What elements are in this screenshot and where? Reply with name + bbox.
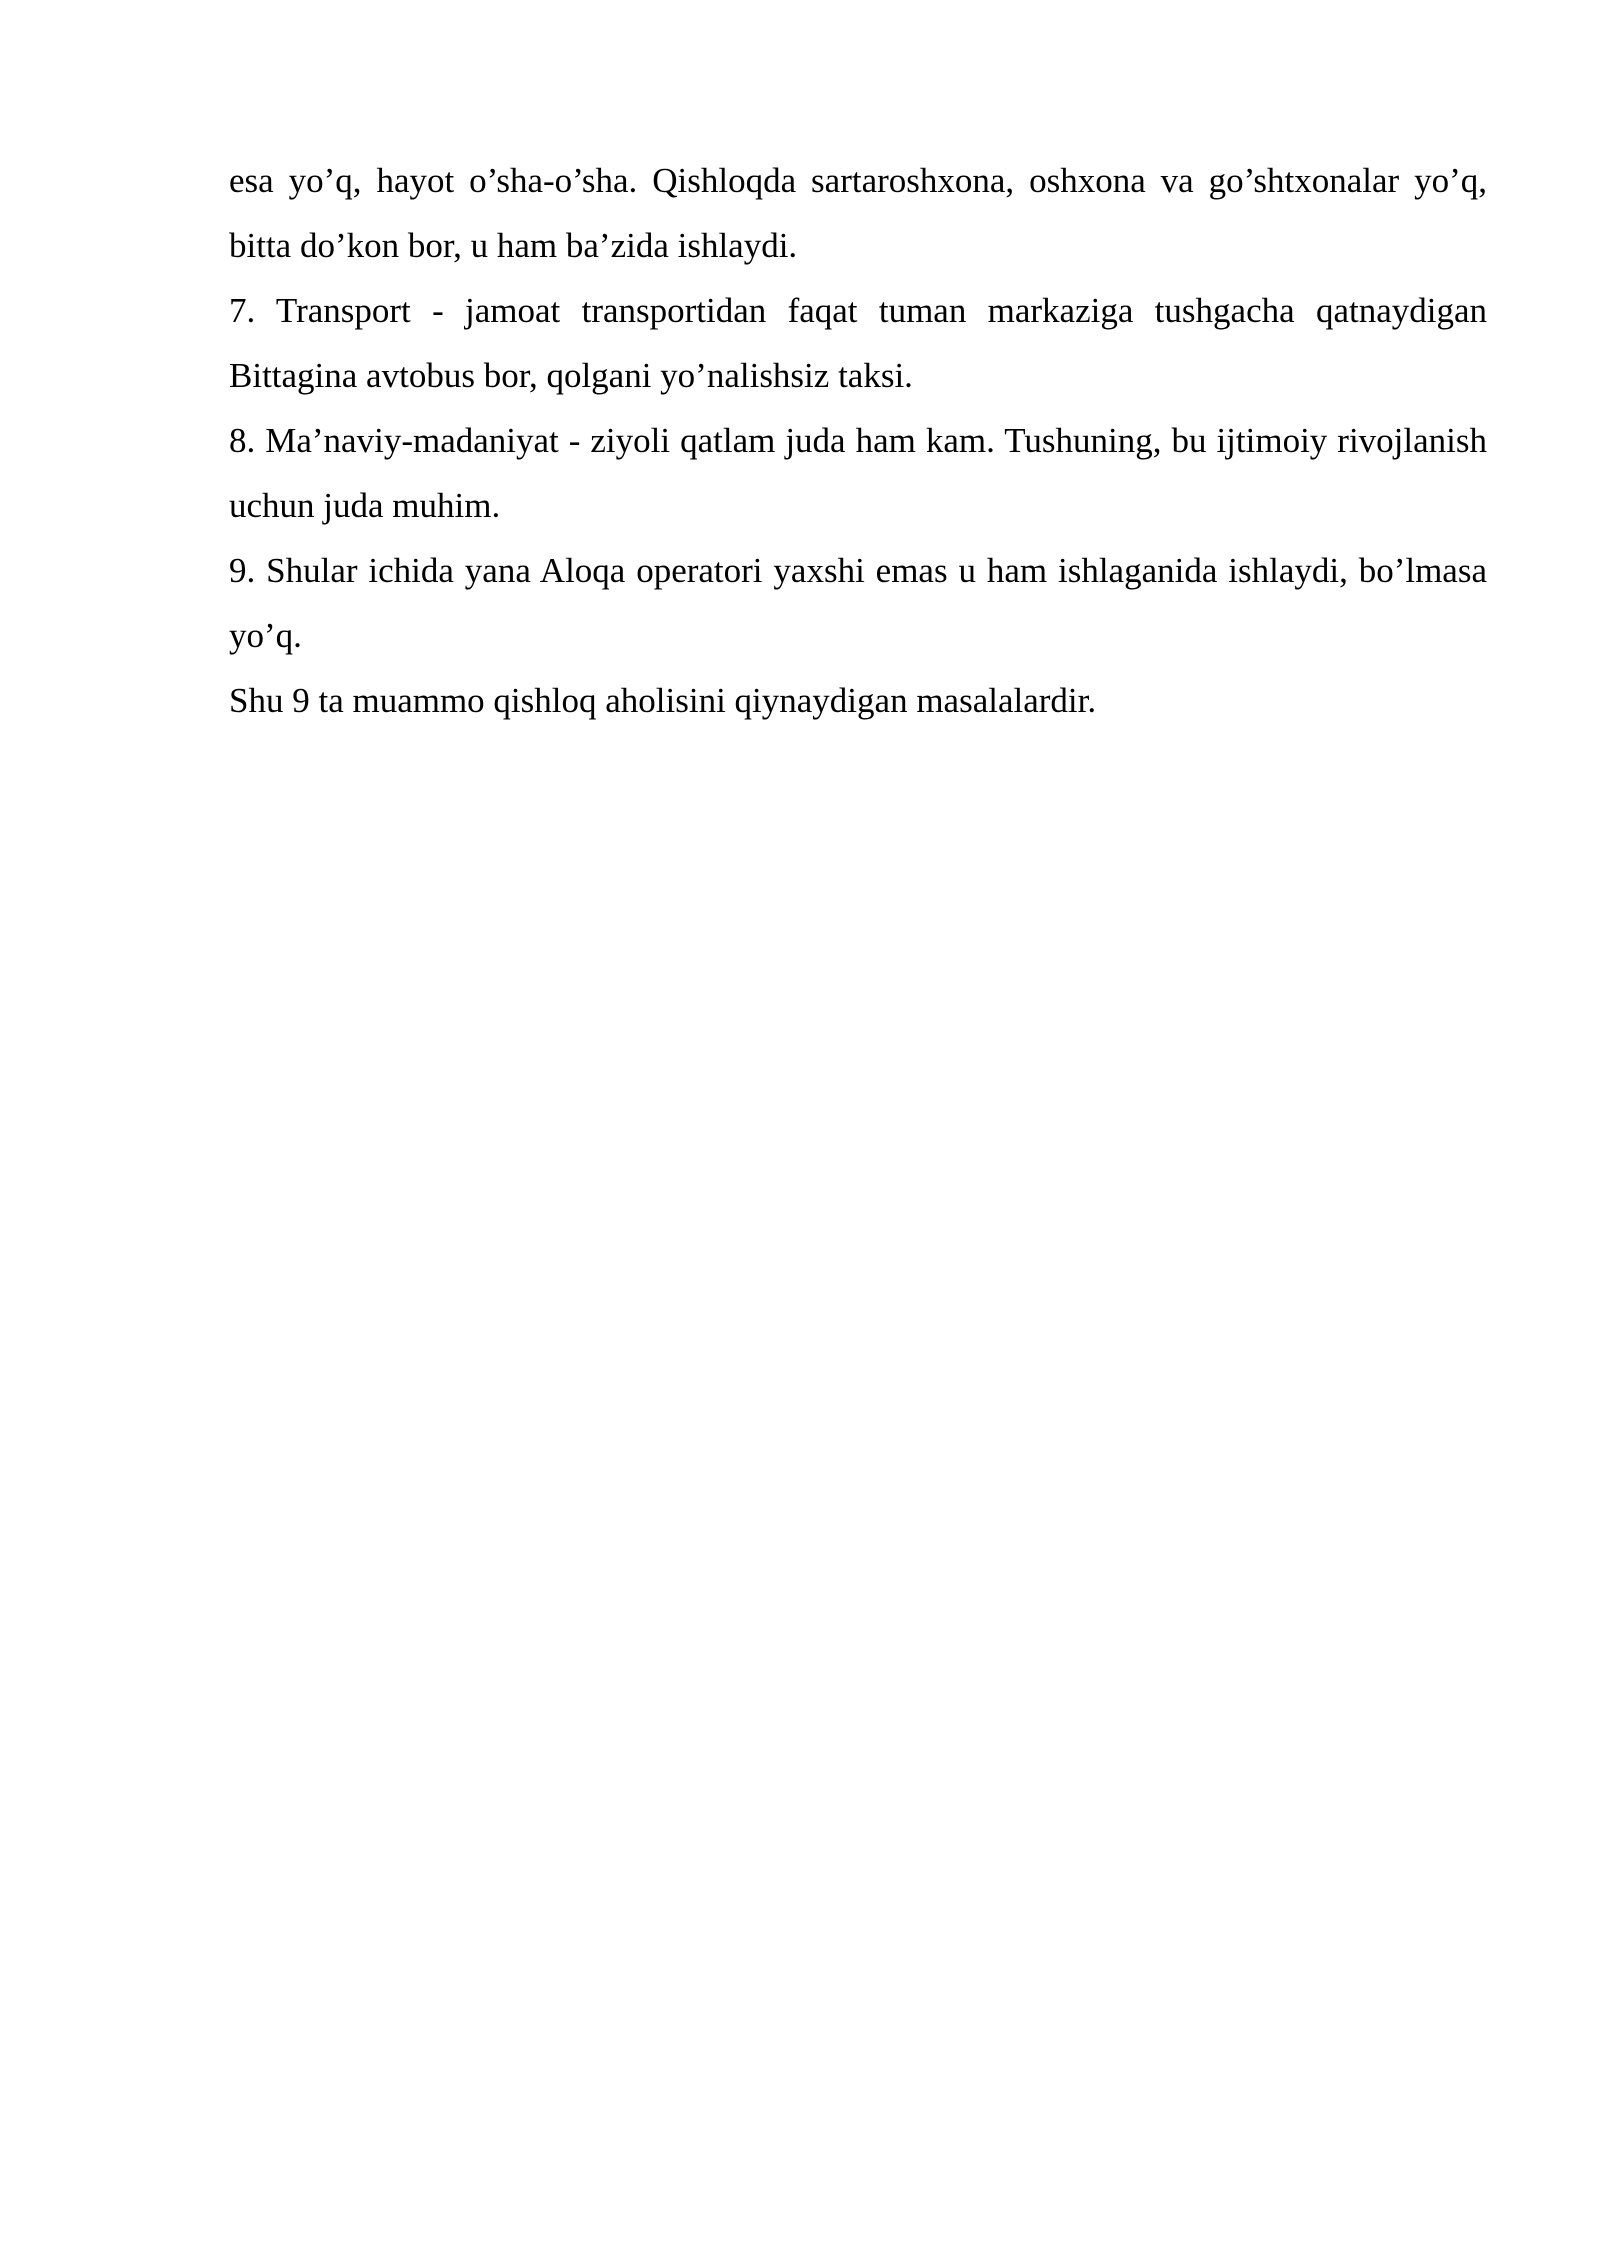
document-body	[229, 148, 1487, 733]
paragraph-transport: 7. Transport - jamoat transportidan faqat tuman markaziga tushgacha qatnaydigan Bittagina avtobus bor, qolgani yo’nalishsiz taksi.	[229, 291, 1487, 395]
paragraph-communication: 9. Shular ichida yana Aloqa operatori yaxshi emas u ham ishlaganida ishlaydi, bo’lmasa yo’q.	[229, 551, 1487, 655]
paragraph-services: esa yo’q, hayot o’sha-o’sha. Qishloqda sartaroshxona, oshxona va go’shtxonalar yo’q, bitta do’kon bor, u ham ba’zida ishlaydi.	[229, 161, 1487, 265]
paragraph-culture: 8. Ma’naviy-madaniyat - ziyoli qatlam juda ham kam. Tushuning, bu ijtimoiy rivojlanish uchun juda muhim.	[229, 421, 1487, 525]
paragraph-conclusion: Shu 9 ta muammo qishloq aholisini qiynaydigan masalalardir.	[229, 681, 1097, 720]
